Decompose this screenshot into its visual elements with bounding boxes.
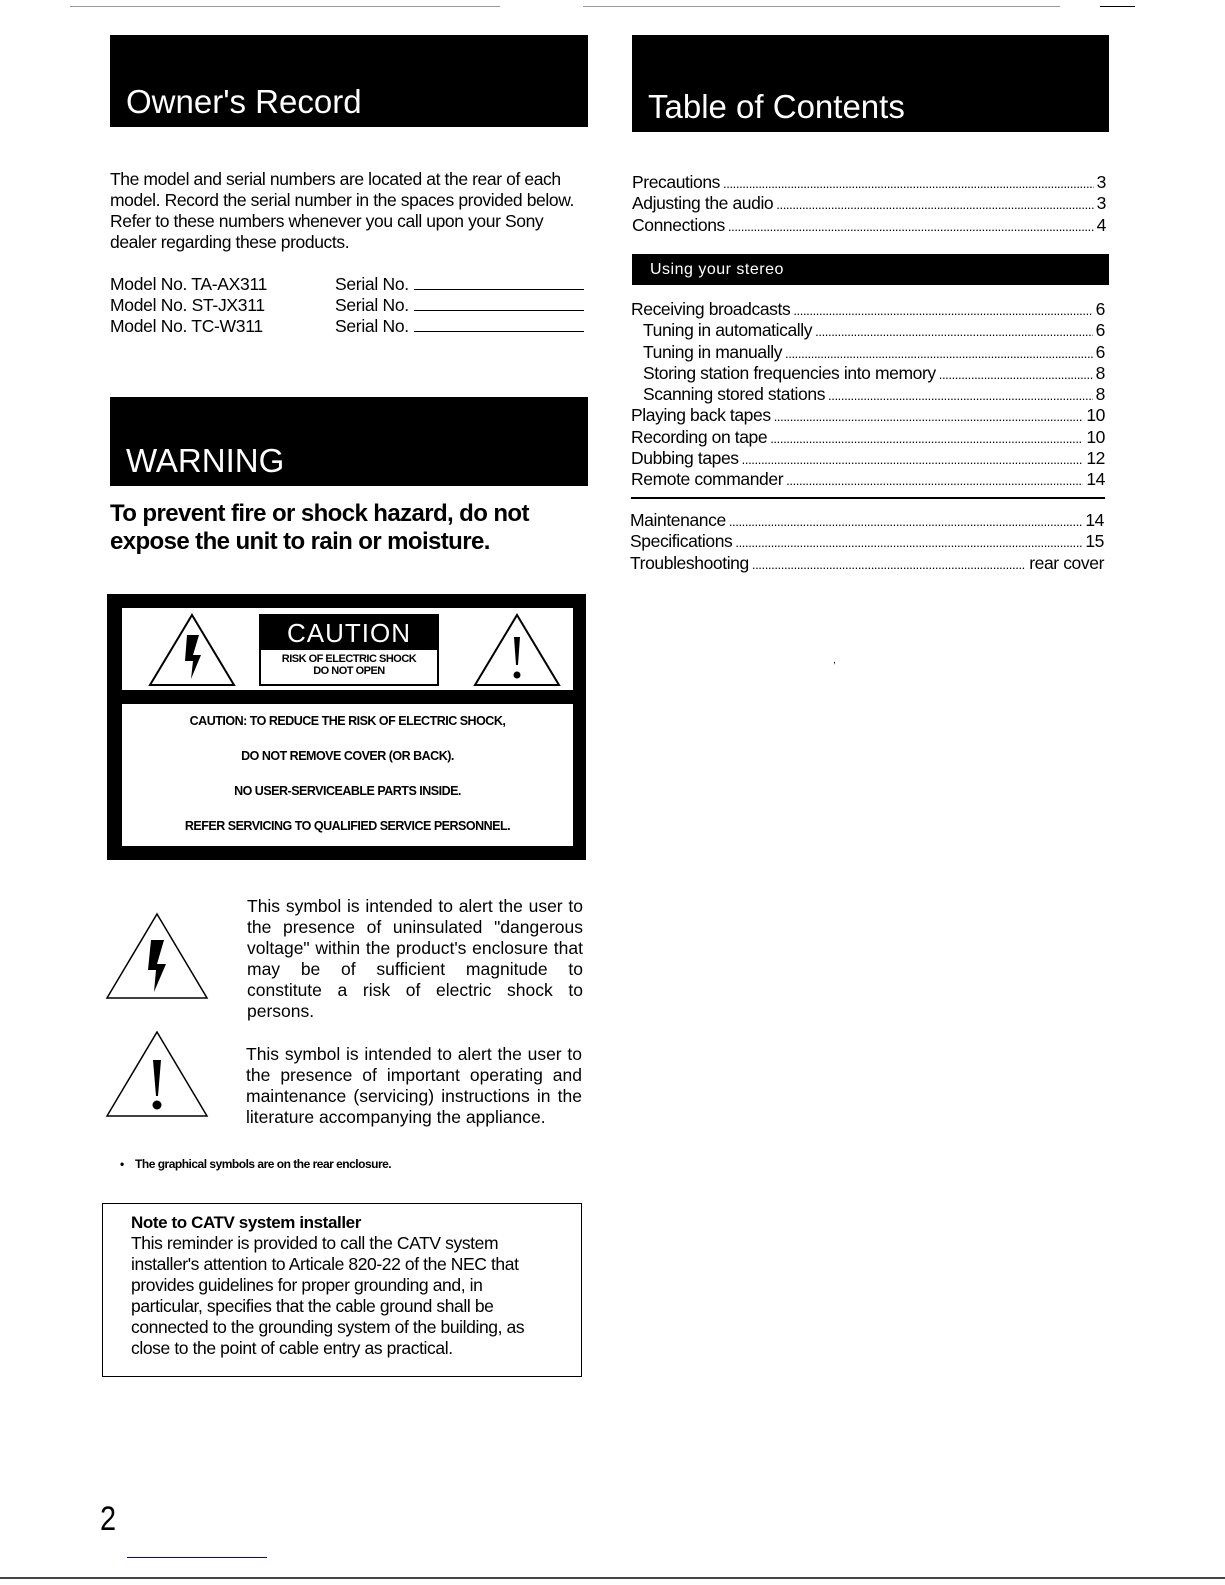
caution-line: NO USER-SERVICEABLE PARTS INSIDE. bbox=[234, 784, 461, 798]
caution-label-box bbox=[107, 594, 586, 860]
top-rule bbox=[1100, 6, 1135, 7]
toc-entry[interactable] bbox=[630, 553, 1104, 574]
toc-leader-dots bbox=[815, 324, 1093, 339]
caution-line: DO NOT REMOVE COVER (OR BACK). bbox=[241, 749, 454, 763]
caution-sign bbox=[259, 614, 439, 686]
toc-entry-page: 8 bbox=[1095, 362, 1105, 383]
toc-entry-label: Receiving broadcasts bbox=[631, 299, 791, 319]
toc-leader-dots bbox=[774, 409, 1084, 424]
caution-line: REFER SERVICING TO QUALIFIED SERVICE PERSONNEL. bbox=[184, 819, 511, 833]
toc-divider bbox=[631, 497, 1105, 499]
caution-sub2: DO NOT OPEN bbox=[313, 665, 385, 677]
toc-entry[interactable] bbox=[631, 363, 1105, 384]
toc-entry-page: 6 bbox=[1095, 299, 1105, 319]
toc-entry-page: 3 bbox=[1096, 172, 1106, 192]
caution-line: CAUTION: TO REDUCE THE RISK OF ELECTRIC SHOCK, bbox=[189, 714, 506, 728]
serial-blank bbox=[414, 275, 584, 290]
serial-label: Serial No. bbox=[335, 274, 409, 294]
toc-entry[interactable] bbox=[632, 172, 1106, 193]
toc-entry[interactable] bbox=[630, 531, 1104, 552]
toc-entry-label: Precautions bbox=[632, 172, 721, 192]
blue-rule bbox=[127, 1557, 267, 1558]
toc-entry-label: Recording on tape bbox=[631, 426, 768, 447]
catv-text: This reminder is provided to call the CATV system installer's attention to Articale 820-22 of the NEC that provides guidelines for proper grounding and, in particular, specifies that the cable ground shall be connected to the grounding system of the building, as close to the point of cable entry as practical. bbox=[131, 1233, 525, 1358]
toc-entry-page: 10 bbox=[1086, 426, 1105, 447]
toc-leader-dots bbox=[729, 514, 1083, 529]
toc-entry[interactable] bbox=[631, 427, 1105, 448]
stray-mark: , bbox=[833, 655, 836, 666]
toc-heading: Table of Contents bbox=[632, 35, 1109, 132]
caution-top-panel bbox=[122, 608, 573, 690]
model-row bbox=[110, 274, 590, 295]
toc-leader-dots bbox=[776, 197, 1093, 212]
symbol-description: This symbol is intended to alert the user to the presence of important operating and maintenance (servicing) instructions in the literature accompanying the appliance. bbox=[246, 1044, 582, 1127]
toc-entry-page: 3 bbox=[1096, 193, 1106, 214]
toc-entry-page: 10 bbox=[1086, 405, 1105, 426]
exclamation-warning-icon bbox=[104, 1030, 210, 1118]
serial-label: Serial No. bbox=[335, 316, 409, 336]
toc-leader-dots bbox=[786, 473, 1083, 488]
model-number: Model No. ST-JX311 bbox=[110, 295, 265, 315]
toc-entry[interactable] bbox=[631, 384, 1105, 405]
serial-field bbox=[335, 274, 584, 295]
toc-entry[interactable] bbox=[631, 320, 1105, 341]
toc-group bbox=[632, 172, 1106, 236]
model-row bbox=[110, 295, 590, 316]
toc-entry-page: 4 bbox=[1096, 214, 1106, 235]
warning-text: To prevent fire or shock hazard, do not expose the unit to rain or moisture. bbox=[110, 500, 529, 555]
toc-entry[interactable] bbox=[631, 299, 1105, 320]
toc-leader-dots bbox=[735, 535, 1082, 550]
toc-entry-page: 14 bbox=[1086, 469, 1105, 490]
toc-entry-label: Troubleshooting bbox=[630, 552, 749, 573]
serial-field bbox=[335, 316, 584, 337]
model-list bbox=[110, 274, 590, 337]
toc-entry-page: 8 bbox=[1095, 384, 1105, 405]
toc-entry-page: 6 bbox=[1095, 320, 1105, 341]
toc-entry-page: 14 bbox=[1085, 510, 1104, 530]
toc-leader-dots bbox=[723, 176, 1094, 191]
caution-text-panel bbox=[122, 704, 573, 846]
toc-entry-label: Dubbing tapes bbox=[631, 448, 739, 469]
toc-entry-label: Connections bbox=[632, 214, 725, 235]
caution-title: CAUTION bbox=[261, 616, 437, 650]
catv-title: Note to CATV system installer bbox=[131, 1213, 361, 1232]
top-rule bbox=[70, 6, 500, 7]
toc-leader-dots bbox=[728, 219, 1094, 234]
toc-entry[interactable] bbox=[632, 215, 1106, 236]
toc-entry[interactable] bbox=[631, 469, 1105, 490]
toc-entry-label: Scanning stored stations bbox=[643, 384, 826, 405]
toc-entry-label: Storing station frequencies into memory bbox=[643, 362, 936, 383]
toc-entry-label: Maintenance bbox=[630, 510, 726, 530]
exclamation-warning-icon bbox=[472, 613, 562, 688]
toc-group bbox=[631, 299, 1105, 491]
footnote-text: The graphical symbols are on the rear enclosure. bbox=[135, 1157, 392, 1171]
serial-label: Serial No. bbox=[335, 295, 409, 315]
serial-blank bbox=[414, 317, 584, 332]
toc-entry[interactable] bbox=[631, 405, 1105, 426]
toc-leader-dots bbox=[828, 388, 1093, 403]
toc-leader-dots bbox=[785, 346, 1093, 361]
toc-entry[interactable] bbox=[631, 342, 1105, 363]
toc-entry[interactable] bbox=[630, 510, 1104, 531]
model-row bbox=[110, 316, 590, 337]
lightning-warning-icon bbox=[147, 613, 237, 688]
model-number: Model No. TC-W311 bbox=[110, 316, 263, 336]
caution-sub1: RISK OF ELECTRIC SHOCK bbox=[281, 653, 417, 665]
toc-entry-label: Remote commander bbox=[631, 469, 784, 490]
toc-entry-page: 12 bbox=[1086, 448, 1105, 469]
toc-entry-page: rear cover bbox=[1029, 552, 1104, 573]
toc-entry-label: Specifications bbox=[630, 531, 733, 552]
toc-section-heading: Using your stereo bbox=[632, 254, 1109, 285]
serial-blank bbox=[414, 296, 584, 311]
toc-entry-label: Tuning in manually bbox=[643, 341, 783, 362]
toc-entry-label: Playing back tapes bbox=[631, 405, 771, 426]
toc-entry[interactable] bbox=[631, 448, 1105, 469]
toc-entry-label: Adjusting the audio bbox=[632, 193, 774, 214]
toc-entry-label: Tuning in automatically bbox=[643, 320, 813, 341]
footnote: • The graphical symbols are on the rear enclosure. bbox=[120, 1157, 392, 1171]
model-number: Model No. TA-AX311 bbox=[110, 274, 268, 294]
symbol-description: This symbol is intended to alert the user to the presence of uninsulated "dangerous voltage" within the product's enclosure that may be of sufficient magnitude to constitute a risk of electric shock to persons. bbox=[247, 896, 583, 1021]
warning-heading: WARNING bbox=[110, 397, 588, 486]
serial-field bbox=[335, 295, 584, 316]
toc-leader-dots bbox=[770, 431, 1083, 446]
toc-group bbox=[630, 510, 1104, 574]
lightning-warning-icon bbox=[104, 912, 210, 1000]
bottom-rule bbox=[0, 1577, 1225, 1579]
toc-entry-page: 6 bbox=[1095, 341, 1105, 362]
toc-leader-dots bbox=[752, 557, 1026, 572]
catv-note-box bbox=[102, 1203, 582, 1377]
owners-record-heading: Owner's Record bbox=[110, 35, 588, 127]
toc-entry[interactable] bbox=[632, 193, 1106, 214]
page-number: 2 bbox=[100, 1500, 117, 1538]
toc-leader-dots bbox=[742, 452, 1084, 467]
top-rule bbox=[583, 6, 1060, 7]
toc-entry-page: 15 bbox=[1085, 531, 1104, 552]
owners-record-intro: The model and serial numbers are located at the rear of each model. Record the serial number in the spaces provided below. Refer to these numbers whenever you call upon your Sony dealer regarding these products. bbox=[110, 169, 574, 252]
toc-leader-dots bbox=[939, 367, 1093, 382]
toc-leader-dots bbox=[793, 303, 1092, 318]
